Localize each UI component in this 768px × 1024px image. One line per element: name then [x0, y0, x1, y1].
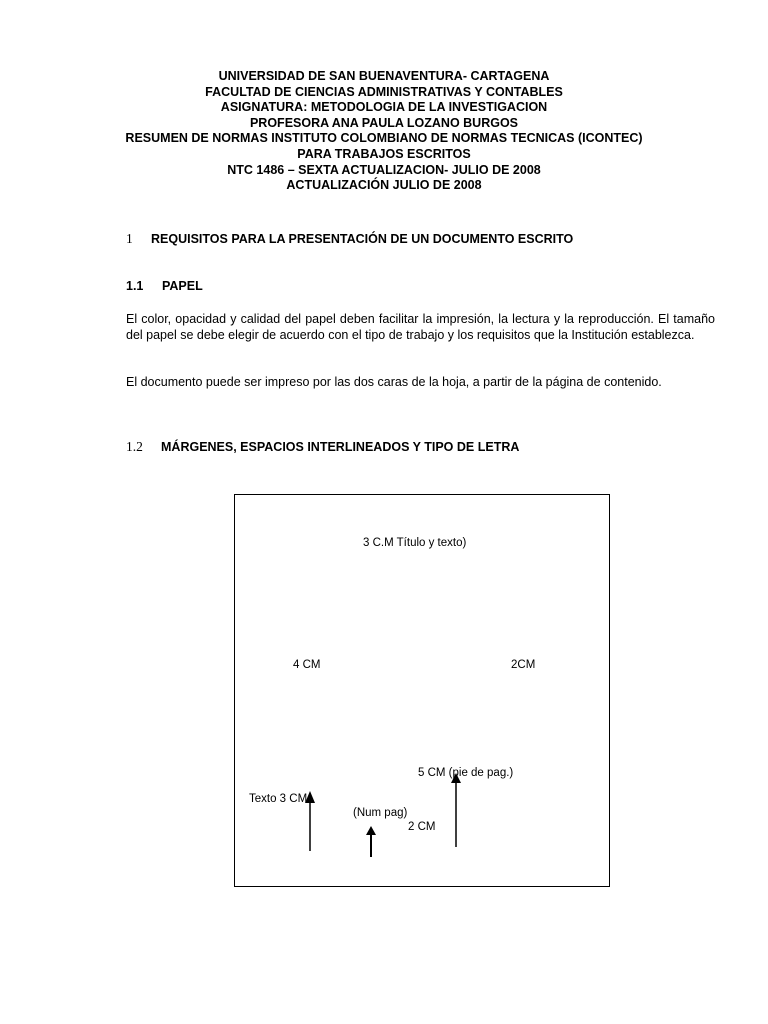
section-1-1-title: PAPEL — [162, 279, 203, 293]
page-number-label: (Num pag) — [353, 807, 408, 819]
pagenum-arrow-head — [366, 826, 376, 835]
section-1-1-number: 1.1 — [126, 279, 144, 293]
header-line-summary: RESUMEN DE NORMAS INSTITUTO COLOMBIANO DE NORMAS TECNICAS (ICONTEC) — [125, 131, 643, 146]
left-margin-label: 4 CM — [293, 659, 321, 671]
header-line-university: UNIVERSIDAD DE SAN BUENAVENTURA- CARTAGENA — [218, 69, 550, 83]
header-line-purpose: PARA TRABAJOS ESCRITOS — [297, 146, 471, 161]
margins-diagram — [234, 494, 610, 887]
footer-margin-label: 5 CM (pie de pag.) — [418, 767, 514, 779]
section-1-heading — [126, 231, 573, 247]
header-line-ntc: NTC 1486 – SEXTA ACTUALIZACION- JULIO DE 2008 — [227, 162, 541, 177]
header-line-faculty: FACULTAD DE CIENCIAS ADMINISTRATIVAS Y CONTABLES — [205, 84, 563, 99]
paragraph-paper-sides: El documento puede ser impreso por las dos caras de la hoja, a partir de la página de contenido. — [126, 375, 662, 389]
section-1-1-heading — [126, 279, 203, 293]
section-1-2-heading — [126, 439, 519, 455]
bottom-margin-label: 2 CM — [408, 821, 436, 833]
header-line-professor: PROFESORA ANA PAULA LOZANO BURGOS — [249, 115, 519, 130]
section-1-2-title: MÁRGENES, ESPACIOS INTERLINEADOS Y TIPO DE LETRA — [161, 440, 520, 454]
section-1-2-number: 1.2 — [126, 439, 143, 454]
top-margin-label: 3 C.M Título y texto) — [363, 537, 467, 549]
section-1-title: REQUISITOS PARA LA PRESENTACIÓN DE UN DOCUMENTO ESCRITO — [151, 232, 574, 246]
section-1-number: 1 — [126, 231, 133, 246]
document-header — [0, 69, 768, 194]
paragraph-paper-quality: El color, opacidad y calidad del papel deben facilitar la impresión, la lectura y la reproducción. El tamaño del papel se debe elegir de acuerdo con el tipo de trabajo y los requisitos que la Institución establezca. — [126, 312, 715, 343]
text-margin-label: Texto 3 CM — [249, 793, 308, 805]
right-margin-label: 2CM — [511, 659, 536, 671]
header-line-subject: ASIGNATURA: METODOLOGIA DE LA INVESTIGACION — [220, 100, 548, 115]
header-line-update: ACTUALIZACIÓN JULIO DE 2008 — [286, 178, 482, 193]
